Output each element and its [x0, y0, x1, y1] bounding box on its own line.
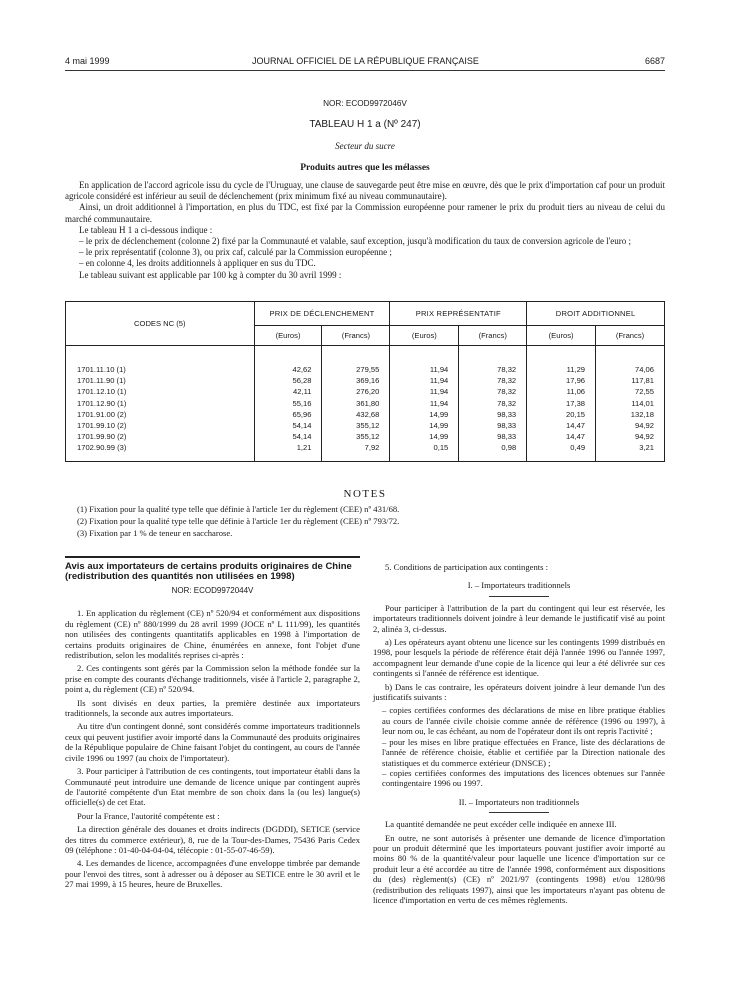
header-additional-duty: DROIT ADDITIONNEL [527, 302, 665, 326]
section-paragraph: Pour participer à l'attribution de la part du contingent qui leur est réservée, les importateurs traditionnels doivent joindre à leur demande le justificatif visé au point 2, alinéa 3, ci-dessus. [373, 602, 665, 634]
intro-paragraph: Le tableau H 1 a ci-dessous indique : [79, 224, 213, 235]
avis-nor: NOR: ECOD9972044V [171, 586, 254, 595]
value-cell: 117,81 [596, 375, 665, 386]
intro-dash-item: – en colonne 4, les droits additionnels à appliquer en sus du TDC. [79, 258, 316, 269]
col-codes-header: CODES NC (5) [66, 302, 255, 346]
value-cell: 11,94 [390, 386, 459, 397]
value-cell: 17,38 [527, 398, 596, 409]
tableau-intro [65, 180, 665, 281]
nc-code-cell: 1701.11.10 (1) [66, 346, 255, 376]
value-cell: 94,92 [596, 420, 665, 431]
tableau-subtitle: Produits autres que les mélasses [300, 163, 430, 173]
avis-title: Avis aux importateurs de certains produits originaires de Chine (redistribution des quantités non utilisées en 1998) [65, 561, 352, 582]
section-non-traditional-title: II. – Importateurs non traditionnels [458, 796, 580, 807]
sub-header: (Francs) [322, 326, 390, 346]
value-cell: 98,33 [459, 431, 527, 442]
value-cell: 78,32 [459, 346, 527, 376]
intro-closing: Le tableau suivant est applicable par 100 kg à compter du 30 avril 1999 : [79, 269, 342, 280]
value-cell: 54,14 [254, 431, 322, 442]
table-row [66, 431, 665, 442]
section-paragraph: En outre, ne sont autorisés à présenter une demande de licence d'importation pour un produit déterminé que les importateurs pouvant justifier avoir importé au moins 80 % de la quantité/valeur pour laquelle une licence d'importation sur ce produit leur a été accordée au titre de l'année 1998, conformément aux dispositions du (des) règlement(s) (CE) nº 2021/97 (contingents 1998) et/ou 1280/98 (redistribution des reliquats 1997), ainsi que les importateurs n'ayant pas obtenu de licence d'importation en vertu de ces mêmes règlements. [373, 832, 665, 905]
avis-paragraph: 3. Pour participer à l'attribution de ces contingents, tout importateur établi dans la Communauté peut introduire une demande de licence unique par contingent auprès de l'autorité compétente d'un Etat membre de son choix dans la (ou les) langue(s) officielle(s) de cet Etat. [65, 766, 360, 808]
note-item: (3) Fixation par 1 % de teneur en saccharose. [77, 528, 233, 538]
value-cell: 3,21 [596, 442, 665, 461]
value-cell: 11,06 [527, 386, 596, 397]
value-cell: 1,21 [254, 442, 322, 461]
avis-paragraph: 4. Les demandes de licence, accompagnées d'une enveloppe timbrée par demande pour l'envoi des titres, sont à adresser ou à déposer au SETICE entre le 30 avril et le 27 mai 1999, à 15 heures, heure de Bruxelles. [65, 858, 360, 890]
value-cell: 78,32 [459, 398, 527, 409]
table-row [66, 409, 665, 420]
intro-dash-item: – le prix de déclenchement (colonne 2) fixé par la Communauté et valable, sauf exception, jusqu'à modification du taux de conversion agricole de l'euro ; [79, 236, 632, 247]
table-row [66, 442, 665, 461]
value-cell: 14,47 [527, 420, 596, 431]
note-item: (2) Fixation pour la qualité type telle que définie à l'article 1er du règlement (CEE) nº 793/72. [77, 516, 400, 526]
notes-list [77, 503, 667, 539]
value-cell: 17,96 [527, 375, 596, 386]
value-cell: 94,92 [596, 431, 665, 442]
section-paragraph: a) Les opérateurs ayant obtenu une licence sur les contingents 1999 distribués en 1998, pour lesquels la période de référence était déjà l'année 1996 ou l'année 1997, accompagnent leur demande d'une copie de la licence qui leur a été délivrée sur ces contingents si l'année de référence est identique. [373, 637, 665, 679]
avis-paragraph: Pour la France, l'autorité compétente est : [77, 810, 220, 821]
value-cell: 14,47 [527, 431, 596, 442]
value-cell: 42,11 [254, 386, 322, 397]
value-cell: 0,98 [459, 442, 527, 461]
nc-code-cell: 1701.99.90 (2) [66, 431, 255, 442]
value-cell: 20,15 [527, 409, 596, 420]
sub-header: (Euros) [527, 326, 596, 346]
avis-left-column [65, 562, 360, 893]
value-cell: 7,92 [322, 442, 390, 461]
table-row [66, 420, 665, 431]
value-cell: 432,68 [322, 409, 390, 420]
sub-header: (Francs) [459, 326, 527, 346]
value-cell: 361,80 [322, 398, 390, 409]
nc-code-cell: 1701.12.90 (1) [66, 398, 255, 409]
journal-title: JOURNAL OFFICIEL DE LA RÉPUBLIQUE FRANÇAISE [252, 56, 479, 66]
page-number: 6687 [644, 56, 665, 66]
value-cell: 14,99 [390, 420, 459, 431]
column-divider [65, 556, 360, 558]
value-cell: 72,55 [596, 386, 665, 397]
value-cell: 355,12 [322, 431, 390, 442]
value-cell: 98,33 [459, 420, 527, 431]
intro-paragraph: En application de l'accord agricole issu du cycle de l'Uruguay, une clause de sauvegarde peut être mise en œuvre, dès que le prix d'importation caf pour un produit agricole considéré est inférieur au seuil de déclenchement (prix minimum fixé au niveau communautaire). [65, 180, 665, 202]
value-cell: 276,20 [322, 386, 390, 397]
header-representative-price: PRIX REPRÉSENTATIF [390, 302, 527, 326]
value-cell: 54,14 [254, 420, 322, 431]
value-cell: 55,16 [254, 398, 322, 409]
intro-dash-item: – le prix représentatif (colonne 3), ou prix caf, calculé par la Commission européenne ; [79, 247, 392, 258]
value-cell: 132,18 [596, 409, 665, 420]
note-item: (1) Fixation pour la qualité type telle que définie à l'article 1er du règlement (CEE) nº 431/68. [77, 504, 400, 514]
value-cell: 11,94 [390, 346, 459, 376]
value-cell: 14,99 [390, 409, 459, 420]
nc-code-cell: 1701.12.10 (1) [66, 386, 255, 397]
table-row [66, 346, 665, 376]
value-cell: 42,62 [254, 346, 322, 376]
prices-table [65, 301, 665, 462]
table-row [66, 375, 665, 386]
value-cell: 355,12 [322, 420, 390, 431]
value-cell: 114,01 [596, 398, 665, 409]
section-paragraph: La quantité demandée ne peut excéder celle indiquée en annexe III. [385, 819, 617, 830]
justificatif-item: – copies certifiées conformes des imputations des licences obtenues sur l'année contingentaire 1996 ou 1997. [382, 767, 665, 789]
nc-code-cell: 1701.91.00 (2) [66, 409, 255, 420]
sub-header: (Euros) [254, 326, 322, 346]
table-row [66, 386, 665, 397]
nc-code-cell: 1702.90.99 (3) [66, 442, 255, 461]
value-cell: 78,32 [459, 375, 527, 386]
value-cell: 279,55 [322, 346, 390, 376]
justificatif-item: – copies certifiées conformes des déclarations de mise en libre pratique établies au cours de l'année civile choisie comme année de référence (1996 ou 1997), à leur nom ou, le cas échéant, au nom de l'opérateur dont ils ont repris l'activité ; [382, 705, 665, 737]
value-cell: 369,16 [322, 375, 390, 386]
nc-code-cell: 1701.11.90 (1) [66, 375, 255, 386]
value-cell: 65,96 [254, 409, 322, 420]
avis-right-column [373, 562, 665, 908]
issue-date: 4 mai 1999 [65, 56, 110, 66]
avis-paragraph: Au titre d'un contingent donné, sont considérés comme importateurs traditionnels ceux qui peuvent justifier avoir importé dans la Communauté des produits originaires de la République populaire de Chine faisant l'objet du contingent, au cours de l'année civile 1996 ou 1997 (au choix de l'importateur). [65, 721, 360, 763]
tableau-title: TABLEAU H 1 a (Nº 247) [309, 119, 421, 130]
conditions-intro: 5. Conditions de participation aux contingents : [385, 562, 549, 572]
avis-paragraph: 2. Ces contingents sont gérés par la Commission selon la méthode fondée sur la prise en compte des courants d'échange traditionnels, visée à l'article 2, paragraphe 2, point a, du règlement (CE) nº 520/94. [65, 663, 360, 695]
value-cell: 78,32 [459, 386, 527, 397]
avis-paragraph: La direction générale des douanes et droits indirects (DGDDI), SETICE (service des titres du commerce extérieur), 8, rue de la Tour-des-Dames, 75436 Paris Cedex 09 (téléphone : 01-40-04-04-04, télécopie : 01-55-07-46-59). [65, 824, 360, 855]
header-divider [65, 70, 665, 71]
notes-title: NOTES [343, 488, 387, 500]
avis-paragraph: 1. En application du règlement (CE) nº 520/94 et conformément aux dispositions du règlement (CE) nº 880/1999 du 28 avril 1999 (JOCE nº L 111/99), les quantités non utilisées des contingents quantitatifs applicables en 1998 à l'importation de certains produits originaires de Chine, énumérées en annexe, font l'objet d'une redistribution, selon les modalités reprises ci-après : [65, 608, 360, 661]
value-cell: 74,06 [596, 346, 665, 376]
value-cell: 11,94 [390, 375, 459, 386]
intro-paragraph: Ainsi, un droit additionnel à l'importation, en plus du TDC, est fixé par la Commission européenne pour ramener le prix du produit tiers au niveau de celui du marché communautaire. [65, 202, 665, 224]
value-cell: 11,94 [390, 398, 459, 409]
sub-header: (Euros) [390, 326, 459, 346]
value-cell: 56,28 [254, 375, 322, 386]
section-traditional-title: I. – Importateurs traditionnels [467, 580, 571, 591]
value-cell: 98,33 [459, 409, 527, 420]
header-trigger-price: PRIX DE DÉCLENCHEMENT [254, 302, 390, 326]
value-cell: 14,99 [390, 431, 459, 442]
nc-code-cell: 1701.99.10 (2) [66, 420, 255, 431]
value-cell: 11,29 [527, 346, 596, 376]
section-rule [489, 596, 549, 597]
value-cell: 0,49 [527, 442, 596, 461]
justificatif-item: – pour les mises en libre pratique effectuées en France, liste des déclarations de l'année de référence choisie, établie et certifiée par la Direction nationale des statistiques et du commerce extérieur (DNSCE) ; [382, 736, 665, 768]
tableau-nor: NOR: ECOD9972046V [323, 99, 407, 108]
avis-paragraph: Ils sont divisés en deux parties, la première destinée aux importateurs traditionnels, la seconde aux autres importateurs. [65, 697, 360, 719]
value-cell: 0,15 [390, 442, 459, 461]
tableau-sector: Secteur du sucre [335, 141, 395, 151]
sub-header: (Francs) [596, 326, 665, 346]
section-rule [489, 812, 549, 813]
section-paragraph: b) Dans le cas contraire, les opérateurs doivent joindre à leur demande l'un des justificatifs suivants : [373, 681, 665, 703]
table-row [66, 398, 665, 409]
